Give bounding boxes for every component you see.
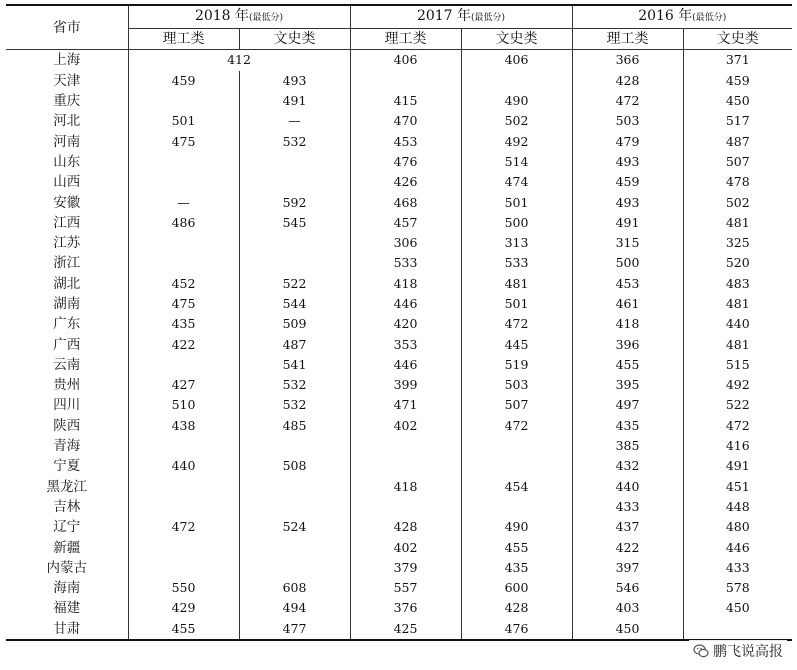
score-cell: 533 [350, 253, 461, 273]
score-cell: 541 [239, 355, 350, 375]
table-row [6, 213, 792, 233]
score-cell: 481 [683, 334, 792, 354]
score-cell: 519 [461, 355, 572, 375]
province-cell: 宁夏 [6, 456, 128, 476]
score-cell [128, 355, 239, 375]
score-cell: 395 [572, 375, 683, 395]
score-cell: 483 [683, 274, 792, 294]
score-cell [239, 436, 350, 456]
score-cell [350, 71, 461, 91]
score-cell: 450 [683, 91, 792, 111]
score-cell: 501 [128, 111, 239, 131]
score-cell: 493 [572, 152, 683, 172]
table-row [6, 172, 792, 192]
score-cell: 522 [683, 395, 792, 415]
score-cell: 502 [461, 111, 572, 131]
table-row [6, 71, 792, 91]
table-row [6, 517, 792, 537]
science-header: 理工类 [572, 29, 683, 50]
score-cell: 470 [350, 111, 461, 131]
score-cell: 608 [239, 578, 350, 598]
score-cell: 510 [128, 395, 239, 415]
score-cell: 418 [350, 477, 461, 497]
score-cell [128, 497, 239, 517]
score-cell: 472 [572, 91, 683, 111]
score-cell: 533 [461, 253, 572, 273]
province-cell: 山东 [6, 152, 128, 172]
score-cell: 486 [128, 213, 239, 233]
table-row [6, 598, 792, 618]
score-cell: 520 [683, 253, 792, 273]
score-cell: 508 [239, 456, 350, 476]
score-cell: 546 [572, 578, 683, 598]
score-cell: 402 [350, 416, 461, 436]
score-cell: 422 [572, 537, 683, 557]
score-cell [461, 497, 572, 517]
score-cell: 450 [683, 598, 792, 618]
province-cell: 海南 [6, 578, 128, 598]
score-table-container [6, 4, 792, 641]
score-cell [128, 253, 239, 273]
score-cell: 475 [128, 131, 239, 151]
table-body [6, 50, 792, 640]
score-cell: 532 [239, 395, 350, 415]
score-cell: 454 [461, 477, 572, 497]
score-cell: 315 [572, 233, 683, 253]
score-cell [239, 558, 350, 578]
table-row [6, 253, 792, 273]
score-cell: 515 [683, 355, 792, 375]
score-cell: 492 [683, 375, 792, 395]
score-cell: 494 [239, 598, 350, 618]
year-label: 2017 年 [416, 8, 472, 24]
score-cell: 313 [461, 233, 572, 253]
province-cell: 甘肃 [6, 619, 128, 640]
score-cell [128, 172, 239, 192]
score-cell: 435 [128, 314, 239, 334]
province-header: 省市 [6, 5, 128, 50]
score-cell: 402 [350, 537, 461, 557]
province-cell: 吉林 [6, 497, 128, 517]
score-cell: 406 [461, 50, 572, 71]
province-cell: 浙江 [6, 253, 128, 273]
score-cell: 481 [683, 213, 792, 233]
score-cell: 476 [461, 619, 572, 640]
score-cell: 353 [350, 334, 461, 354]
score-cell: 450 [572, 619, 683, 640]
table-row [6, 50, 792, 71]
table-header [6, 5, 792, 50]
score-cell: 507 [683, 152, 792, 172]
table-row [6, 395, 792, 415]
score-cell [461, 456, 572, 476]
score-cell: 476 [350, 152, 461, 172]
score-cell: 487 [683, 131, 792, 151]
province-cell: 青海 [6, 436, 128, 456]
score-cell: 440 [683, 314, 792, 334]
province-cell: 辽宁 [6, 517, 128, 537]
score-cell [239, 253, 350, 273]
score-cell: 478 [683, 172, 792, 192]
score-cell: 396 [572, 334, 683, 354]
score-cell: 403 [572, 598, 683, 618]
province-cell: 新疆 [6, 537, 128, 557]
table-row [6, 619, 792, 640]
score-cell: 428 [461, 598, 572, 618]
score-cell: 501 [461, 192, 572, 212]
score-cell: 446 [350, 294, 461, 314]
province-cell: 河北 [6, 111, 128, 131]
table-row [6, 456, 792, 476]
score-cell: — [128, 192, 239, 212]
province-cell: 江苏 [6, 233, 128, 253]
table-row [6, 537, 792, 557]
table-row [6, 334, 792, 354]
min-score-note: (最低分) [692, 13, 727, 23]
score-cell: 490 [461, 91, 572, 111]
table-row [6, 497, 792, 517]
score-cell: 452 [128, 274, 239, 294]
score-cell [128, 477, 239, 497]
score-cell: 557 [350, 578, 461, 598]
table-row [6, 192, 792, 212]
score-cell: 429 [128, 598, 239, 618]
score-cell: 474 [461, 172, 572, 192]
province-cell: 陕西 [6, 416, 128, 436]
score-cell: 426 [350, 172, 461, 192]
score-cell: 468 [350, 192, 461, 212]
science-header: 理工类 [350, 29, 461, 50]
province-cell: 山西 [6, 172, 128, 192]
score-cell: 418 [350, 274, 461, 294]
score-cell: 451 [683, 477, 792, 497]
score-cell: 522 [239, 274, 350, 294]
score-cell: 385 [572, 436, 683, 456]
score-cell [350, 497, 461, 517]
score-cell: — [239, 111, 350, 131]
score-cell: 509 [239, 314, 350, 334]
table-row [6, 91, 792, 111]
score-cell: 493 [572, 192, 683, 212]
province-cell: 湖南 [6, 294, 128, 314]
province-cell: 重庆 [6, 91, 128, 111]
year-header-2016 [572, 5, 792, 29]
table-row [6, 131, 792, 151]
province-cell: 内蒙古 [6, 558, 128, 578]
score-cell: 472 [128, 517, 239, 537]
table-row [6, 233, 792, 253]
score-cell: 503 [461, 375, 572, 395]
score-cell: 491 [239, 91, 350, 111]
score-cell: 455 [128, 619, 239, 640]
score-cell: 376 [350, 598, 461, 618]
score-cell: 500 [461, 213, 572, 233]
score-cell: 440 [128, 456, 239, 476]
province-cell: 广西 [6, 334, 128, 354]
score-cell: 500 [572, 253, 683, 273]
score-cell: 459 [572, 172, 683, 192]
score-cell: 479 [572, 131, 683, 151]
score-cell: 446 [350, 355, 461, 375]
score-cell: 420 [350, 314, 461, 334]
province-cell: 福建 [6, 598, 128, 618]
table-row [6, 294, 792, 314]
score-cell: 503 [572, 111, 683, 131]
score-cell: 448 [683, 497, 792, 517]
table-row [6, 436, 792, 456]
score-cell: 502 [683, 192, 792, 212]
score-cell: 371 [683, 50, 792, 71]
score-cell [128, 558, 239, 578]
score-cell: 406 [350, 50, 461, 71]
score-cell: 379 [350, 558, 461, 578]
score-cell: 501 [461, 294, 572, 314]
year-header-2018 [128, 5, 350, 29]
score-cell [461, 71, 572, 91]
score-cell: 418 [572, 314, 683, 334]
score-cell [128, 436, 239, 456]
min-score-note: (最低分) [249, 13, 284, 23]
score-cell [128, 91, 239, 111]
arts-header: 文史类 [239, 29, 350, 50]
score-cell: 492 [461, 131, 572, 151]
arts-header: 文史类 [683, 29, 792, 50]
score-cell: 475 [128, 294, 239, 314]
score-cell: 550 [128, 578, 239, 598]
score-cell: 440 [572, 477, 683, 497]
score-cell: 485 [239, 416, 350, 436]
score-cell: 428 [350, 517, 461, 537]
score-cell: 544 [239, 294, 350, 314]
score-cell: 437 [572, 517, 683, 537]
arts-header: 文史类 [461, 29, 572, 50]
score-cell: 435 [461, 558, 572, 578]
score-cell: 532 [239, 375, 350, 395]
score-cell: 459 [128, 71, 239, 91]
score-cell: 578 [683, 578, 792, 598]
min-score-note: (最低分) [471, 13, 506, 23]
score-cell: 455 [461, 537, 572, 557]
score-cell [128, 152, 239, 172]
province-cell: 湖北 [6, 274, 128, 294]
province-cell: 江西 [6, 213, 128, 233]
score-cell: 461 [572, 294, 683, 314]
score-cell: 487 [239, 334, 350, 354]
score-cell: 397 [572, 558, 683, 578]
score-cell: 472 [461, 416, 572, 436]
watermark [689, 640, 787, 662]
table-row [6, 355, 792, 375]
score-cell: 445 [461, 334, 572, 354]
table-row [6, 578, 792, 598]
score-cell: 497 [572, 395, 683, 415]
score-cell: 453 [572, 274, 683, 294]
province-cell: 广东 [6, 314, 128, 334]
score-cell: 427 [128, 375, 239, 395]
score-cell: 453 [350, 131, 461, 151]
score-cell: 517 [683, 111, 792, 131]
year-header-2017 [350, 5, 572, 29]
score-cell: 415 [350, 91, 461, 111]
score-cell: 472 [683, 416, 792, 436]
score-cell-2018-merged: 412 [128, 50, 350, 71]
admission-score-table [6, 4, 792, 641]
table-row [6, 375, 792, 395]
score-cell: 433 [572, 497, 683, 517]
score-cell: 457 [350, 213, 461, 233]
score-cell: 532 [239, 131, 350, 151]
score-cell [239, 172, 350, 192]
watermark-text: 鹏飞说高报 [713, 644, 783, 660]
score-cell: 481 [683, 294, 792, 314]
score-cell: 481 [461, 274, 572, 294]
score-cell [239, 233, 350, 253]
province-cell: 贵州 [6, 375, 128, 395]
score-cell [239, 497, 350, 517]
score-cell: 472 [461, 314, 572, 334]
score-cell [683, 619, 792, 640]
table-row [6, 314, 792, 334]
score-cell [350, 456, 461, 476]
score-cell: 514 [461, 152, 572, 172]
score-cell: 477 [239, 619, 350, 640]
table-row [6, 111, 792, 131]
score-cell: 435 [572, 416, 683, 436]
table-row [6, 558, 792, 578]
score-cell: 425 [350, 619, 461, 640]
year-label: 2018 年 [194, 8, 250, 24]
score-cell: 428 [572, 71, 683, 91]
province-cell: 云南 [6, 355, 128, 375]
score-cell: 491 [683, 456, 792, 476]
score-cell: 455 [572, 355, 683, 375]
score-cell: 490 [461, 517, 572, 537]
score-cell: 366 [572, 50, 683, 71]
province-cell: 安徽 [6, 192, 128, 212]
score-cell [350, 436, 461, 456]
score-cell: 480 [683, 517, 792, 537]
score-cell: 446 [683, 537, 792, 557]
score-cell: 416 [683, 436, 792, 456]
score-cell: 325 [683, 233, 792, 253]
province-cell: 天津 [6, 71, 128, 91]
score-cell: 399 [350, 375, 461, 395]
table-row [6, 477, 792, 497]
score-cell: 471 [350, 395, 461, 415]
score-cell [128, 233, 239, 253]
table-row [6, 274, 792, 294]
score-cell: 491 [572, 213, 683, 233]
score-cell [239, 152, 350, 172]
score-cell: 592 [239, 192, 350, 212]
score-cell: 545 [239, 213, 350, 233]
wechat-bubble-icon [693, 643, 709, 659]
score-cell: 493 [239, 71, 350, 91]
province-cell: 河南 [6, 131, 128, 151]
province-cell: 四川 [6, 395, 128, 415]
table-row [6, 152, 792, 172]
score-cell: 507 [461, 395, 572, 415]
score-cell: 600 [461, 578, 572, 598]
score-cell: 433 [683, 558, 792, 578]
score-cell [239, 537, 350, 557]
score-cell [239, 477, 350, 497]
score-cell: 306 [350, 233, 461, 253]
science-header: 理工类 [128, 29, 239, 50]
score-cell: 459 [683, 71, 792, 91]
score-cell [461, 436, 572, 456]
province-cell: 上海 [6, 50, 128, 71]
score-cell [128, 537, 239, 557]
score-cell: 432 [572, 456, 683, 476]
score-cell: 524 [239, 517, 350, 537]
table-row [6, 416, 792, 436]
score-cell: 422 [128, 334, 239, 354]
score-cell: 438 [128, 416, 239, 436]
year-label: 2016 年 [638, 8, 693, 24]
province-cell: 黑龙江 [6, 477, 128, 497]
